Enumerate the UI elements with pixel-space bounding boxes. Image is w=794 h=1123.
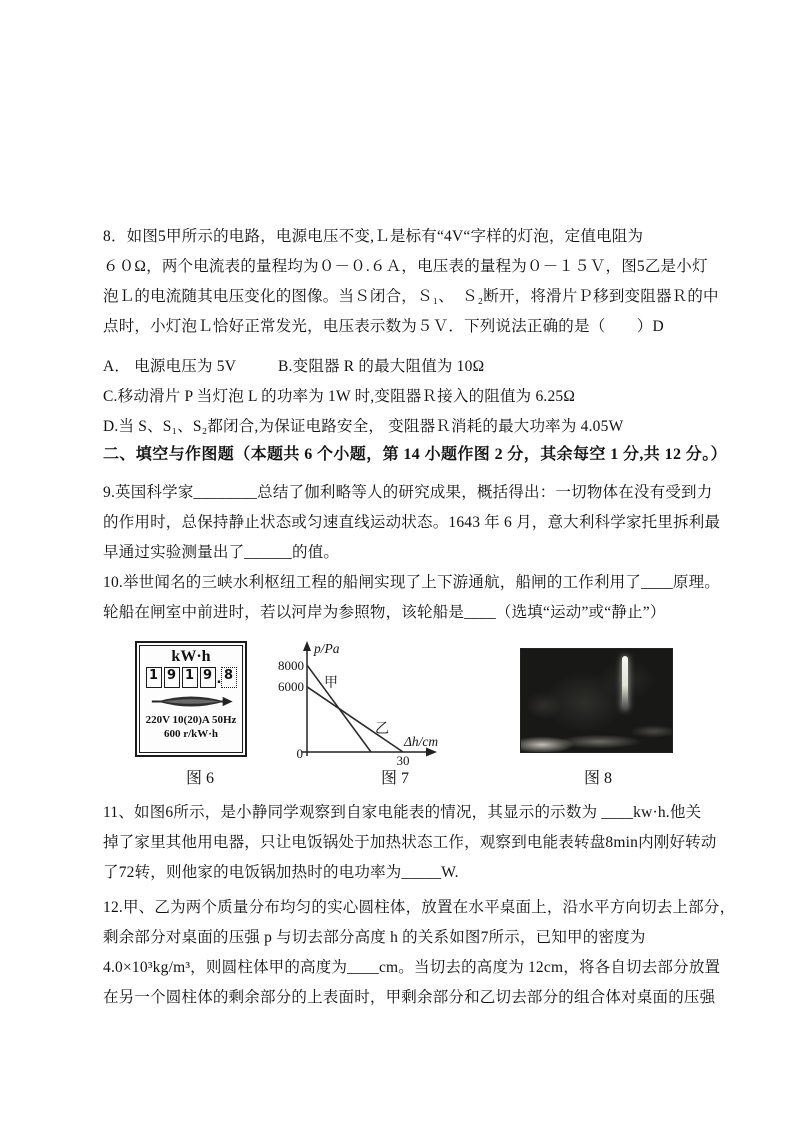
y-axis-arrow-icon xyxy=(303,641,311,651)
meter-decimal-point: . xyxy=(216,672,222,687)
question-9-line-3: 早通过实验测量出了______的值。 xyxy=(103,544,340,561)
meter-spec-line-2: 600 r/kW·h xyxy=(163,728,219,740)
question-8-line-4: 点时，小灯泡Ｌ恰好正常发光，电压表示数为５Ｖ．下列说法正确的是（ ）D xyxy=(103,318,664,335)
x-tick-30: 30 xyxy=(396,753,410,768)
y-axis-label: p/Pa xyxy=(314,641,340,656)
question-8-options xyxy=(103,352,703,442)
figure-7-graph xyxy=(278,640,446,768)
question-8-line-2: ６０Ω，两个电流表的量程均为０－０.６Ａ，电压表的量程为０－１５Ｖ，图5乙是小灯 xyxy=(103,258,708,275)
question-11-line-2: 掉了家里其他用电器，只让电饭锅处于加热状态工作，观察到电能表转盘8min内刚好转动 xyxy=(103,834,717,851)
figure-6-caption: 图 6 xyxy=(185,770,215,787)
question-12-line-2: 剩余部分对桌面的压强 p 与切去部分高度 h 的关系如图7所示，已知甲的密度为 xyxy=(103,929,646,946)
figure-7-caption: 图 7 xyxy=(380,770,410,787)
figure-8-photo xyxy=(520,648,673,753)
meter-digit: 9 xyxy=(164,667,180,688)
question-9-line-1: 9.英国科学家________总结了伽利略等人的研究成果，概括得出：一切物体在没有受到力 xyxy=(103,484,713,501)
rocket-exhaust-streak xyxy=(622,656,628,710)
meter-disc-arrow-icon xyxy=(147,694,235,709)
section-2 xyxy=(103,440,728,470)
question-12-line-4: 在另一个圆柱体的剩余部分的上表面时，甲剩余部分和乙切去部分的组合体对桌面的压强 xyxy=(103,989,716,1006)
option-a: A． 电源电压为 5V xyxy=(103,358,237,375)
origin-label: 0 xyxy=(296,746,303,761)
question-12-line-3: 4.0×10³kg/m³，则圆柱体甲的高度为____cm。当切去的高度为 12cm，将各自切去部分放置 xyxy=(103,959,721,976)
question-9-line-2: 的作用时，总保持静止状态或匀速直线运动状态。1643 年 6 月，意大利科学家托里拆利最 xyxy=(103,514,721,531)
meter-decimal-digit: 8 xyxy=(221,667,237,688)
meter-digit: 9 xyxy=(200,667,216,688)
option-c: C.移动滑片 P 当灯泡 L 的功率为 1W 时,变阻器Ｒ接入的阻值为 6.25Ω xyxy=(103,388,576,405)
meter-unit-label: kW·h xyxy=(171,648,211,665)
y-tick-8000: 8000 xyxy=(278,658,304,673)
question-11-line-3: 了72转，则他家的电饭锅加热时的电功率为_____W. xyxy=(103,864,459,881)
question-9 xyxy=(103,478,721,568)
option-row-ab xyxy=(103,352,703,382)
figure-6-energy-meter xyxy=(135,641,247,757)
question-10-line-2: 轮船在闸室中前进时，若以河岸为参照物，该轮船是____（选填“运动”或“静止”） xyxy=(103,604,666,621)
option-b: B.变阻器 R 的最大阻值为 10Ω xyxy=(278,358,485,375)
meter-digit: 1 xyxy=(146,667,162,688)
series-label-jia: 甲 xyxy=(324,676,338,691)
series-label-yi: 乙 xyxy=(375,722,389,737)
series-line-yi xyxy=(307,687,403,752)
question-12 xyxy=(103,893,736,1013)
question-8 xyxy=(103,222,719,342)
figure-8-caption: 图 8 xyxy=(583,770,613,787)
meter-digit: 1 xyxy=(182,667,198,688)
question-11 xyxy=(103,798,717,888)
figure-row xyxy=(103,638,703,798)
question-8-line-1: 8．如图5甲所示的电路，电源电压不变,Ｌ是标有“4V“字样的灯泡，定值电阻为 xyxy=(103,228,644,245)
section-2-header: 二、填空与作图题（本题共 6 个小题，第 14 小题作图 2 分，其余每空 1 分,共 12 分。） xyxy=(103,446,728,463)
question-8-line-3: 泡Ｌ的电流随其电压变化的图像。当Ｓ闭合，Ｓ₁、 Ｓ₂断开，将滑片Ｐ移到变阻器Ｒ的中 xyxy=(103,288,719,305)
question-11-line-1: 11、如图6所示，是小静同学观察到自家电能表的情况，其显示的示数为 ____kw·h.他关 xyxy=(103,804,702,821)
question-10-line-1: 10.举世闻名的三峡水利枢纽工程的船闸实现了上下游通航，船闸的工作利用了____原理。 xyxy=(103,574,720,591)
x-axis-label: Δh/cm xyxy=(404,734,439,749)
question-10 xyxy=(103,568,720,628)
energy-meter-face xyxy=(139,645,243,753)
question-12-line-1: 12.甲、乙为两个质量分布均匀的实心圆柱体，放置在水平桌面上，沿水平方向切去上部分， xyxy=(103,899,736,916)
meter-digit-register xyxy=(145,667,238,688)
option-d: D.当 S、S₁、S₂都闭合,为保证电路安全， 变阻器Ｒ消耗的最大功率为 4.05W xyxy=(103,418,624,435)
meter-spec-line-1: 220V 10(20)A 50Hz xyxy=(145,714,237,726)
y-tick-6000: 6000 xyxy=(278,679,304,694)
